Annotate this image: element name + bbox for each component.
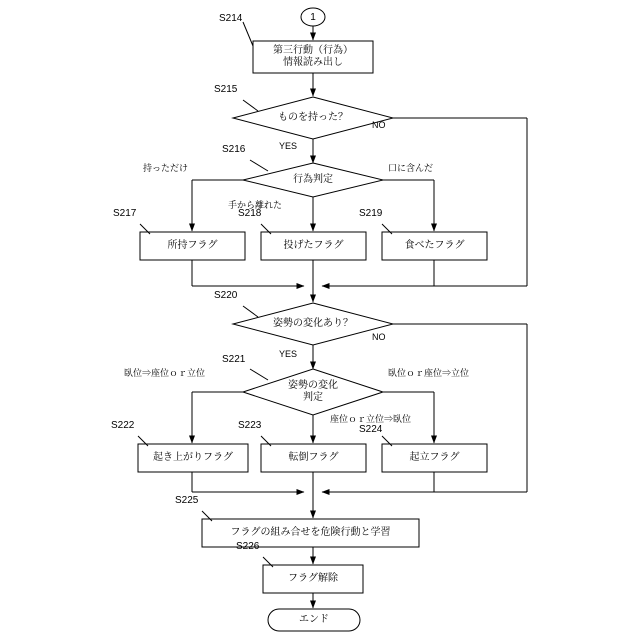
- node-end-shape: [268, 609, 360, 631]
- step-label-s217: S217: [113, 208, 137, 219]
- node-s224-shape: [382, 444, 487, 472]
- step-label-s222: S222: [111, 420, 135, 431]
- step-label-s226: S226: [236, 541, 260, 552]
- node-s217-label: 所持フラグ: [167, 239, 218, 251]
- node-s225-label: フラグの組み合せを危険行動と学習: [230, 526, 391, 538]
- edge-label-s220-yes: YES: [279, 349, 298, 359]
- edge-label-s220-no: NO: [372, 332, 386, 342]
- node-s221-label: 姿勢の変化 判定: [288, 379, 338, 403]
- edge-label-s215-yes: YES: [279, 141, 298, 151]
- edge-label-s216-right: 口に含んだ: [388, 163, 434, 173]
- edge-label-s216-mid: 手から離れた: [228, 200, 283, 210]
- step-label-s214: S214: [219, 13, 243, 24]
- node-s218-label: 投げたフラグ: [283, 239, 344, 251]
- edge-label-s221-right: 臥位ｏｒ座位⇒立位: [388, 368, 470, 378]
- edge-label-s216-left: 持っただけ: [143, 163, 189, 173]
- step-label-s225: S225: [175, 495, 199, 506]
- step-label-s224: S224: [359, 424, 383, 435]
- connector-start-label: 1: [310, 11, 316, 23]
- node-end-label: エンド: [299, 613, 329, 625]
- node-s214-shape: [253, 41, 373, 73]
- node-s221-shape: [243, 369, 383, 415]
- node-s215-shape: [233, 97, 393, 139]
- step-label-s219: S219: [359, 208, 383, 219]
- node-s215-label: ものを持った？: [278, 111, 348, 123]
- edge-label-s221-mid: 座位ｏｒ立位⇒臥位: [330, 414, 412, 424]
- node-s216-label: 行為判定: [293, 173, 333, 185]
- step-label-s220: S220: [214, 290, 238, 301]
- node-s218-shape: [261, 232, 366, 260]
- node-s223-label: 転倒フラグ: [288, 451, 339, 463]
- step-label-s216: S216: [222, 144, 246, 155]
- node-s219-shape: [382, 232, 487, 260]
- step-label-s218: S218: [238, 208, 262, 219]
- edge-label-s221-left: 臥位⇒座位ｏｒ立位: [124, 368, 206, 378]
- step-label-s221: S221: [222, 354, 246, 365]
- node-s224-label: 起立フラグ: [409, 451, 460, 463]
- node-s226-shape: [263, 565, 363, 593]
- node-s223-shape: [261, 444, 366, 472]
- edge-label-s215-no: NO: [372, 120, 386, 130]
- node-s220-label: 姿勢の変化あり？: [273, 317, 353, 329]
- node-s222-label: 起き上がりフラグ: [153, 451, 233, 463]
- node-s217-shape: [140, 232, 245, 260]
- node-s226-label: フラグ解除: [288, 572, 338, 584]
- node-s225-shape: [202, 519, 419, 547]
- step-label-s223: S223: [238, 420, 262, 431]
- node-s214-label: 第三行動（行為） 情報読み出し: [273, 44, 353, 68]
- node-s220-shape: [233, 303, 393, 345]
- node-s222-shape: [138, 444, 248, 472]
- node-s219-label: 食べたフラグ: [404, 239, 465, 251]
- step-label-s215: S215: [214, 84, 238, 95]
